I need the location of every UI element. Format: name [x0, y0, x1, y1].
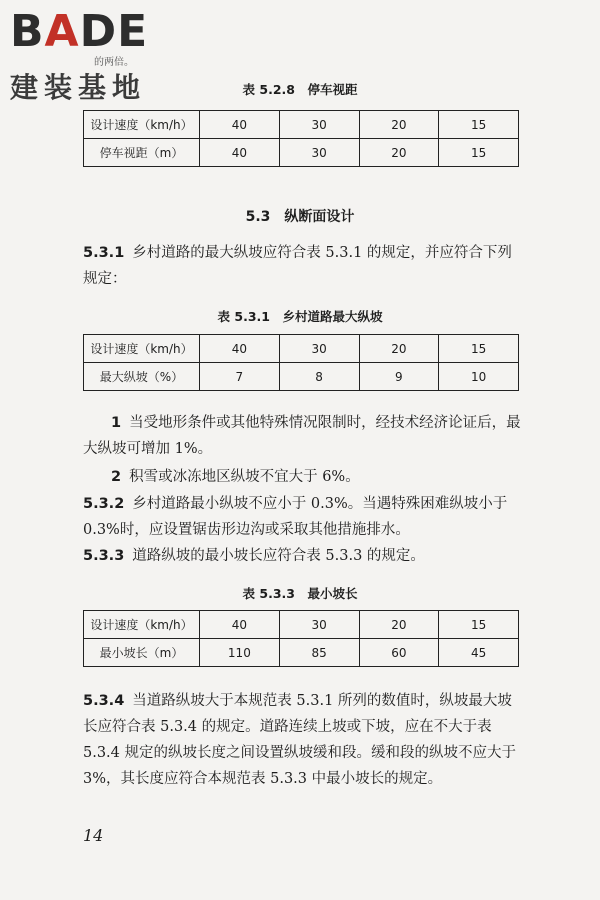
row-label: 最小坡长（m） — [84, 639, 200, 667]
row-label: 停车视距（m） — [84, 139, 200, 167]
table-531 — [83, 334, 519, 391]
clause-number: 5.3.1 — [83, 245, 125, 261]
table-cell: 60 — [359, 639, 439, 667]
table-cell: 85 — [279, 639, 359, 667]
row-label: 设计速度（km/h） — [84, 335, 200, 363]
table-533-caption: 表 5.3.3 最小坡长 — [242, 586, 358, 601]
table-cell: 30 — [279, 139, 359, 167]
row-label: 设计速度（km/h） — [84, 611, 200, 639]
table-cell: 110 — [200, 639, 280, 667]
table-533 — [83, 610, 519, 667]
page-number: 14 — [83, 826, 104, 845]
table-cell: 15 — [439, 111, 519, 139]
logo-chinese-name: 建装基地 — [10, 71, 147, 104]
table-cell: 9 — [359, 363, 439, 391]
table-cell: 7 — [200, 363, 280, 391]
clause-text: 当道路纵坡大于本规范表 5.3.1 所列的数值时，纵坡最大坡长应符合表 5.3.4 的规定。道路连续上坡或下坡，应在不大于表 5.3.4 规定的纵坡长度之间设置纵坡缓和段。缓和段的纵坡不应大于 3%，其长度应符合本规范表 5.3.3 中最小坡长的规定。 — [83, 693, 517, 787]
table-row — [84, 611, 519, 639]
clause-item-1 — [83, 410, 523, 462]
table-cell: 40 — [200, 611, 280, 639]
row-label: 最大纵坡（%） — [84, 363, 200, 391]
table-cell: 30 — [279, 335, 359, 363]
logo-wordmark — [10, 8, 148, 56]
table-528-caption: 表 5.2.8 停车视距 — [242, 82, 358, 97]
table-cell: 40 — [200, 139, 280, 167]
item-number: 1 — [111, 415, 122, 431]
clause-number: 5.3.3 — [83, 548, 125, 564]
table-cell: 45 — [439, 639, 519, 667]
table-cell: 40 — [200, 335, 280, 363]
table-row — [84, 363, 519, 391]
clause-number: 5.3.4 — [83, 693, 125, 709]
clause-text: 道路纵坡的最小坡长应符合表 5.3.3 的规定。 — [132, 548, 425, 564]
table-528 — [83, 110, 519, 167]
logo-brand-text: BADE — [10, 6, 149, 57]
clause-text: 乡村道路的最大纵坡应符合表 5.3.1 的规定，并应符合下列规定： — [83, 245, 512, 287]
table-cell: 15 — [439, 335, 519, 363]
row-label: 设计速度（km/h） — [84, 111, 200, 139]
clause-5-3-1 — [83, 240, 523, 292]
table-531-caption: 表 5.3.1 乡村道路最大纵坡 — [217, 309, 383, 324]
clause-5-3-4 — [83, 688, 523, 792]
table-cell: 20 — [359, 335, 439, 363]
table-cell: 8 — [279, 363, 359, 391]
item-number: 2 — [111, 469, 122, 485]
table-cell: 40 — [200, 111, 280, 139]
logo-tagline: 的两倍。 — [94, 57, 134, 68]
table-cell: 15 — [439, 611, 519, 639]
table-cell: 10 — [439, 363, 519, 391]
table-cell: 20 — [359, 611, 439, 639]
table-cell: 20 — [359, 139, 439, 167]
item-text: 积雪或冰冻地区纵坡不宜大于 6%。 — [129, 469, 360, 485]
clause-text: 乡村道路最小纵坡不应小于 0.3%。当遇特殊困难纵坡小于 0.3%时，应设置锯齿形边沟或采取其他措施排水。 — [83, 496, 508, 538]
clause-item-2 — [83, 464, 523, 490]
table-row — [84, 111, 519, 139]
item-text: 当受地形条件或其他特殊情况限制时，经技术经济论证后，最大纵坡可增加 1%。 — [83, 415, 521, 457]
table-row — [84, 139, 519, 167]
table-cell: 15 — [439, 139, 519, 167]
table-cell: 30 — [279, 111, 359, 139]
section-title: 5.3 纵断面设计 — [245, 209, 355, 225]
clause-5-3-3 — [83, 543, 523, 569]
table-cell: 20 — [359, 111, 439, 139]
table-cell: 30 — [279, 611, 359, 639]
clause-number: 5.3.2 — [83, 496, 125, 512]
table-row — [84, 335, 519, 363]
clause-5-3-2 — [83, 491, 523, 543]
table-row — [84, 639, 519, 667]
